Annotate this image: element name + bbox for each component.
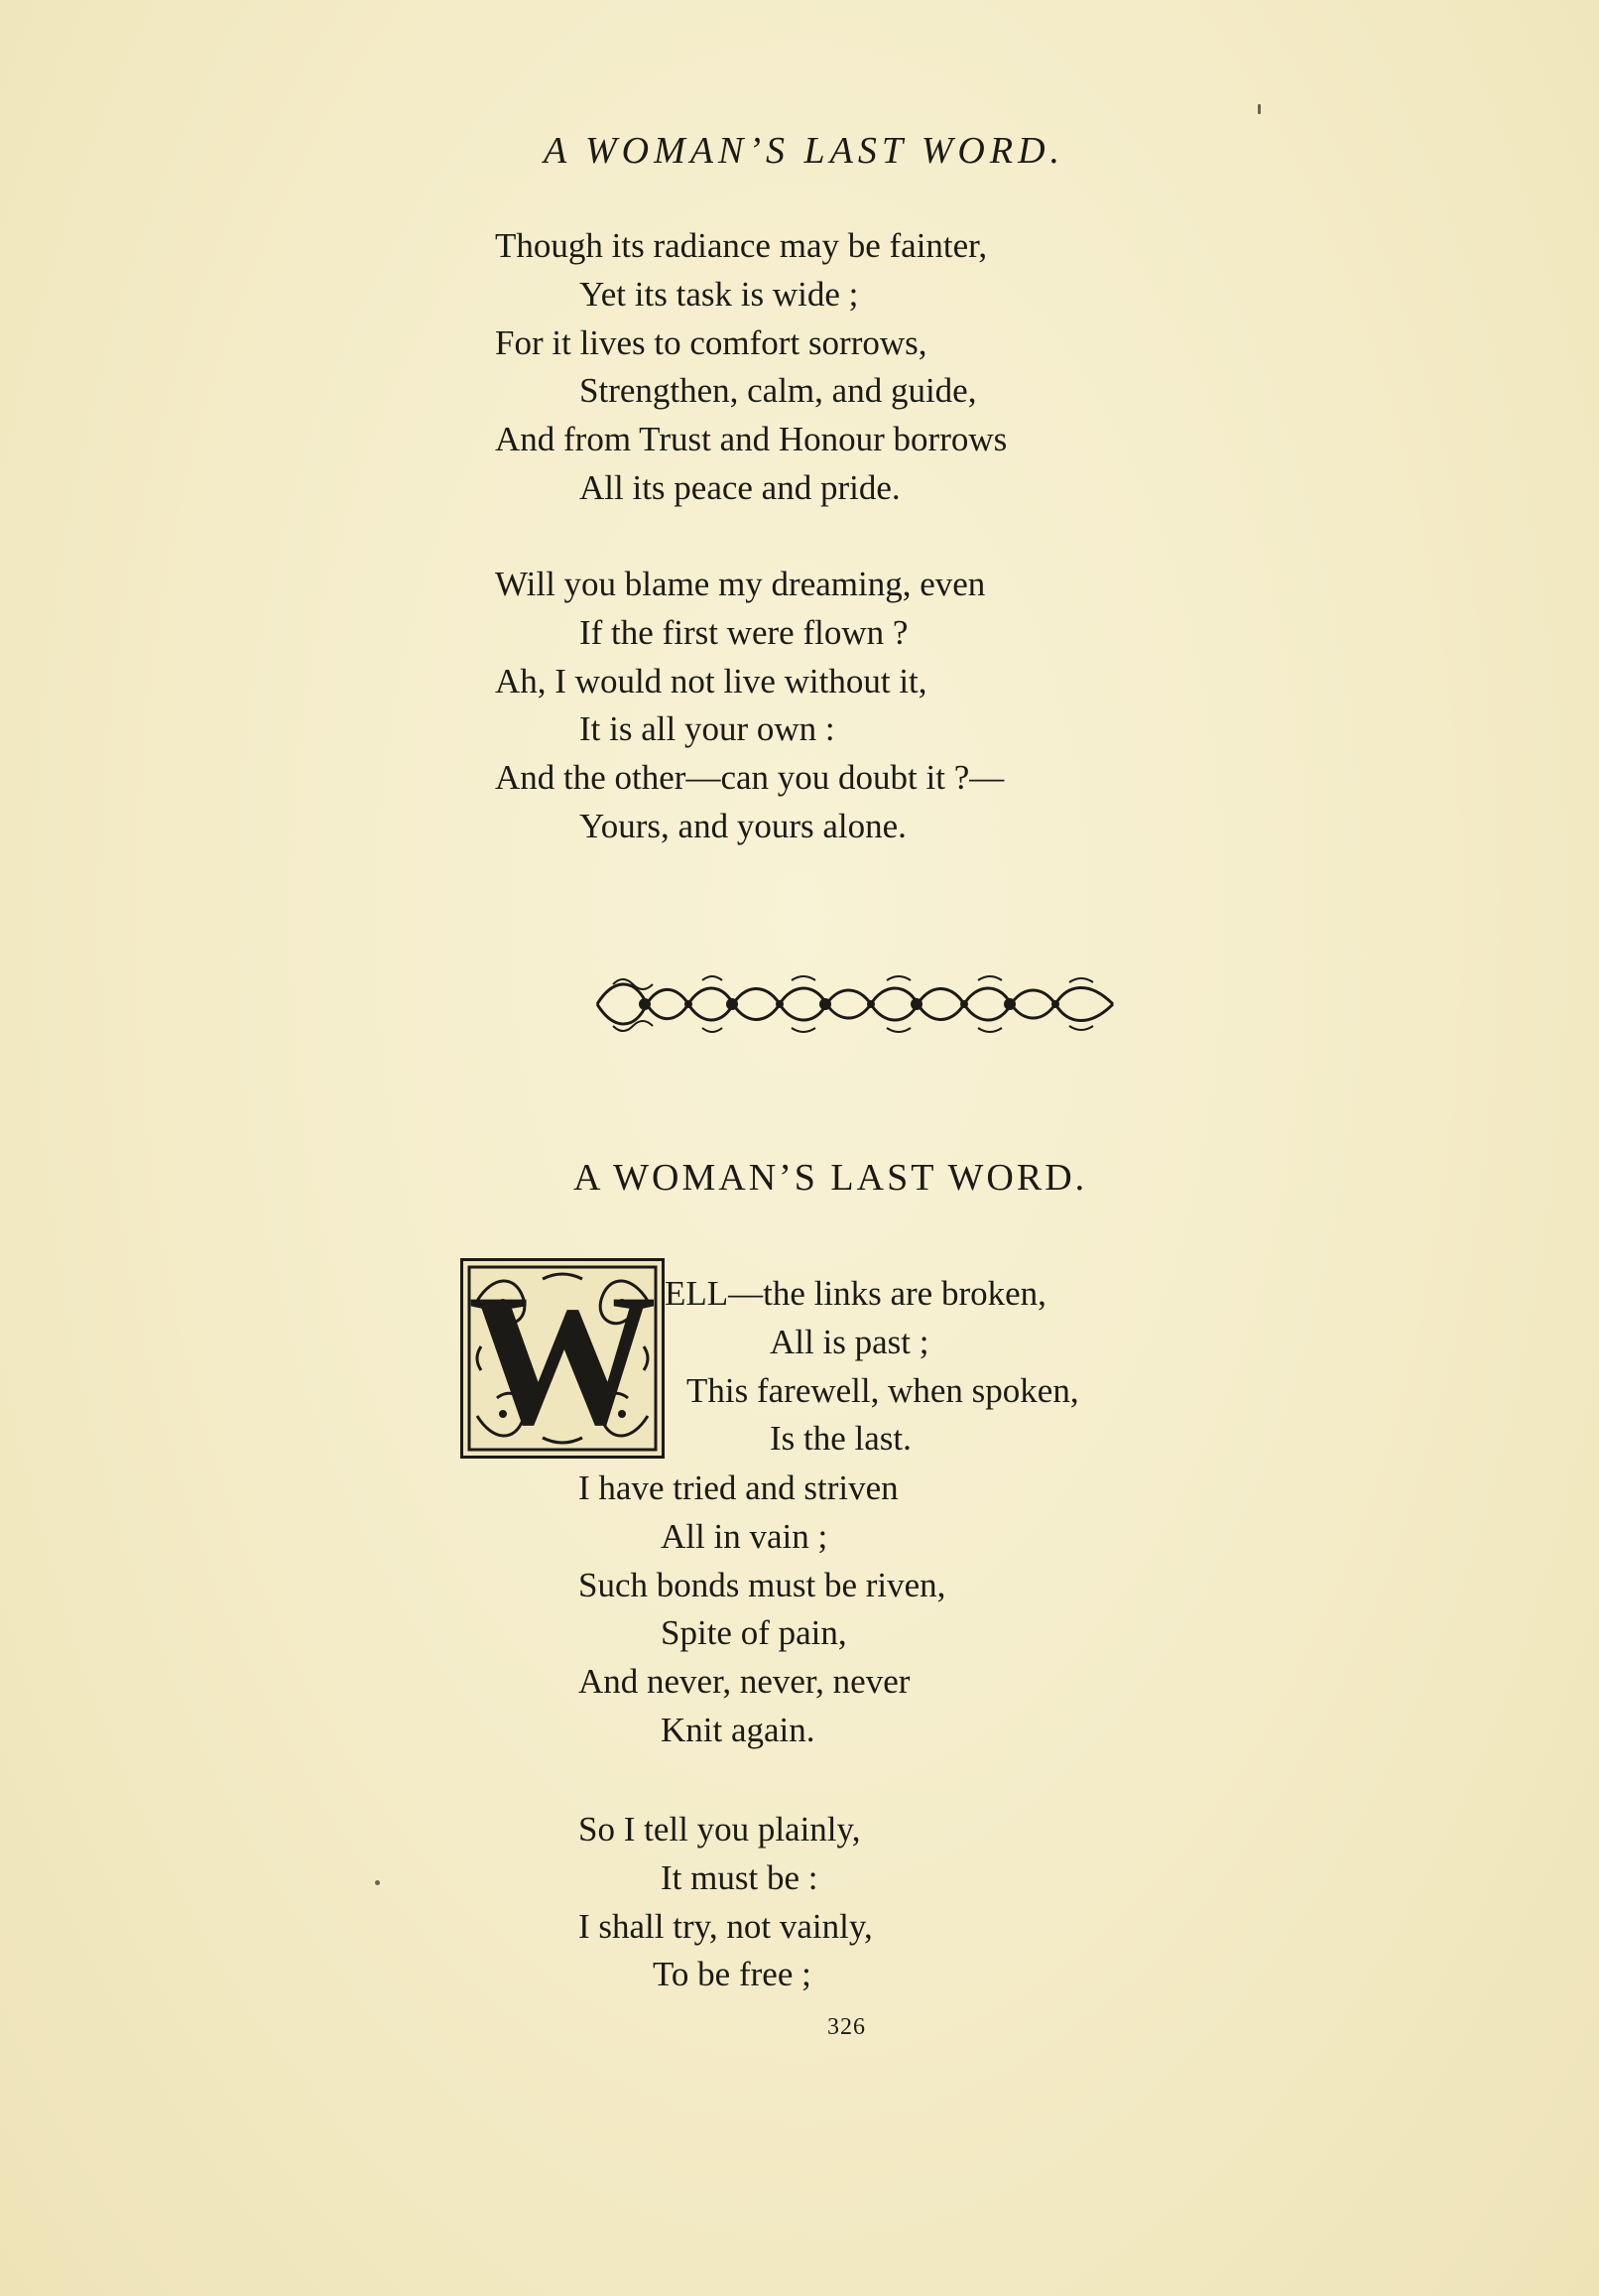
poem-line: And from Trust and Honour borrows (495, 420, 1008, 459)
poem-line: This farewell, when spoken, (686, 1370, 1079, 1410)
poem-line: I have tried and striven (578, 1468, 899, 1507)
poem-line: All in vain ; (661, 1516, 828, 1556)
poem-line: Ah, I would not live without it, (495, 661, 927, 701)
poem-line: All is past ; (770, 1322, 929, 1361)
poem-title: A WOMAN’S LAST WORD. (573, 1157, 1088, 1199)
stanza (665, 1270, 1079, 1464)
poem-line: It is all your own : (579, 709, 835, 749)
decorative-ornament-icon (593, 970, 1117, 1038)
poem-line: And never, never, never (578, 1662, 911, 1702)
poem-line: Though its radiance may be fainter, (495, 226, 988, 265)
poem-line: Yet its task is wide ; (579, 274, 859, 314)
stanza (495, 561, 1004, 851)
poem-line: Is the last. (770, 1419, 912, 1459)
paper-speck (375, 1880, 380, 1885)
poem-line: Will you blame my dreaming, even (495, 565, 986, 603)
poem-line: Such bonds must be riven, (578, 1565, 946, 1604)
poem-line: It must be : (661, 1857, 818, 1897)
poem-line: All its peace and pride. (579, 467, 901, 507)
poem-line: And the other—can you doubt it ?— (495, 758, 1005, 798)
poem-line: To be free ; (653, 1955, 811, 1994)
poem-line: Knit again. (661, 1710, 815, 1749)
drop-cap-letter: W (468, 1256, 657, 1465)
stanza (578, 1465, 945, 1755)
running-head: A WOMAN’S LAST WORD. (544, 130, 1065, 172)
poem-line: If the first were flown ? (579, 612, 909, 652)
poem-line: Strengthen, calm, and guide, (579, 371, 977, 411)
stanza (578, 1806, 873, 1999)
poem-line: For it lives to comfort sorrows, (495, 322, 927, 362)
poem-line: Yours, and yours alone. (579, 806, 907, 845)
poem-line: ELL—the links are broken, (665, 1274, 1046, 1313)
paper-speck (1258, 104, 1261, 114)
poem-line: I shall try, not vainly, (578, 1906, 873, 1946)
poem-line: Spite of pain, (661, 1613, 847, 1653)
poem-line: So I tell you plainly, (578, 1810, 861, 1849)
page-number: 326 (827, 2014, 866, 2040)
stanza (495, 222, 1007, 513)
drop-cap (460, 1256, 665, 1465)
